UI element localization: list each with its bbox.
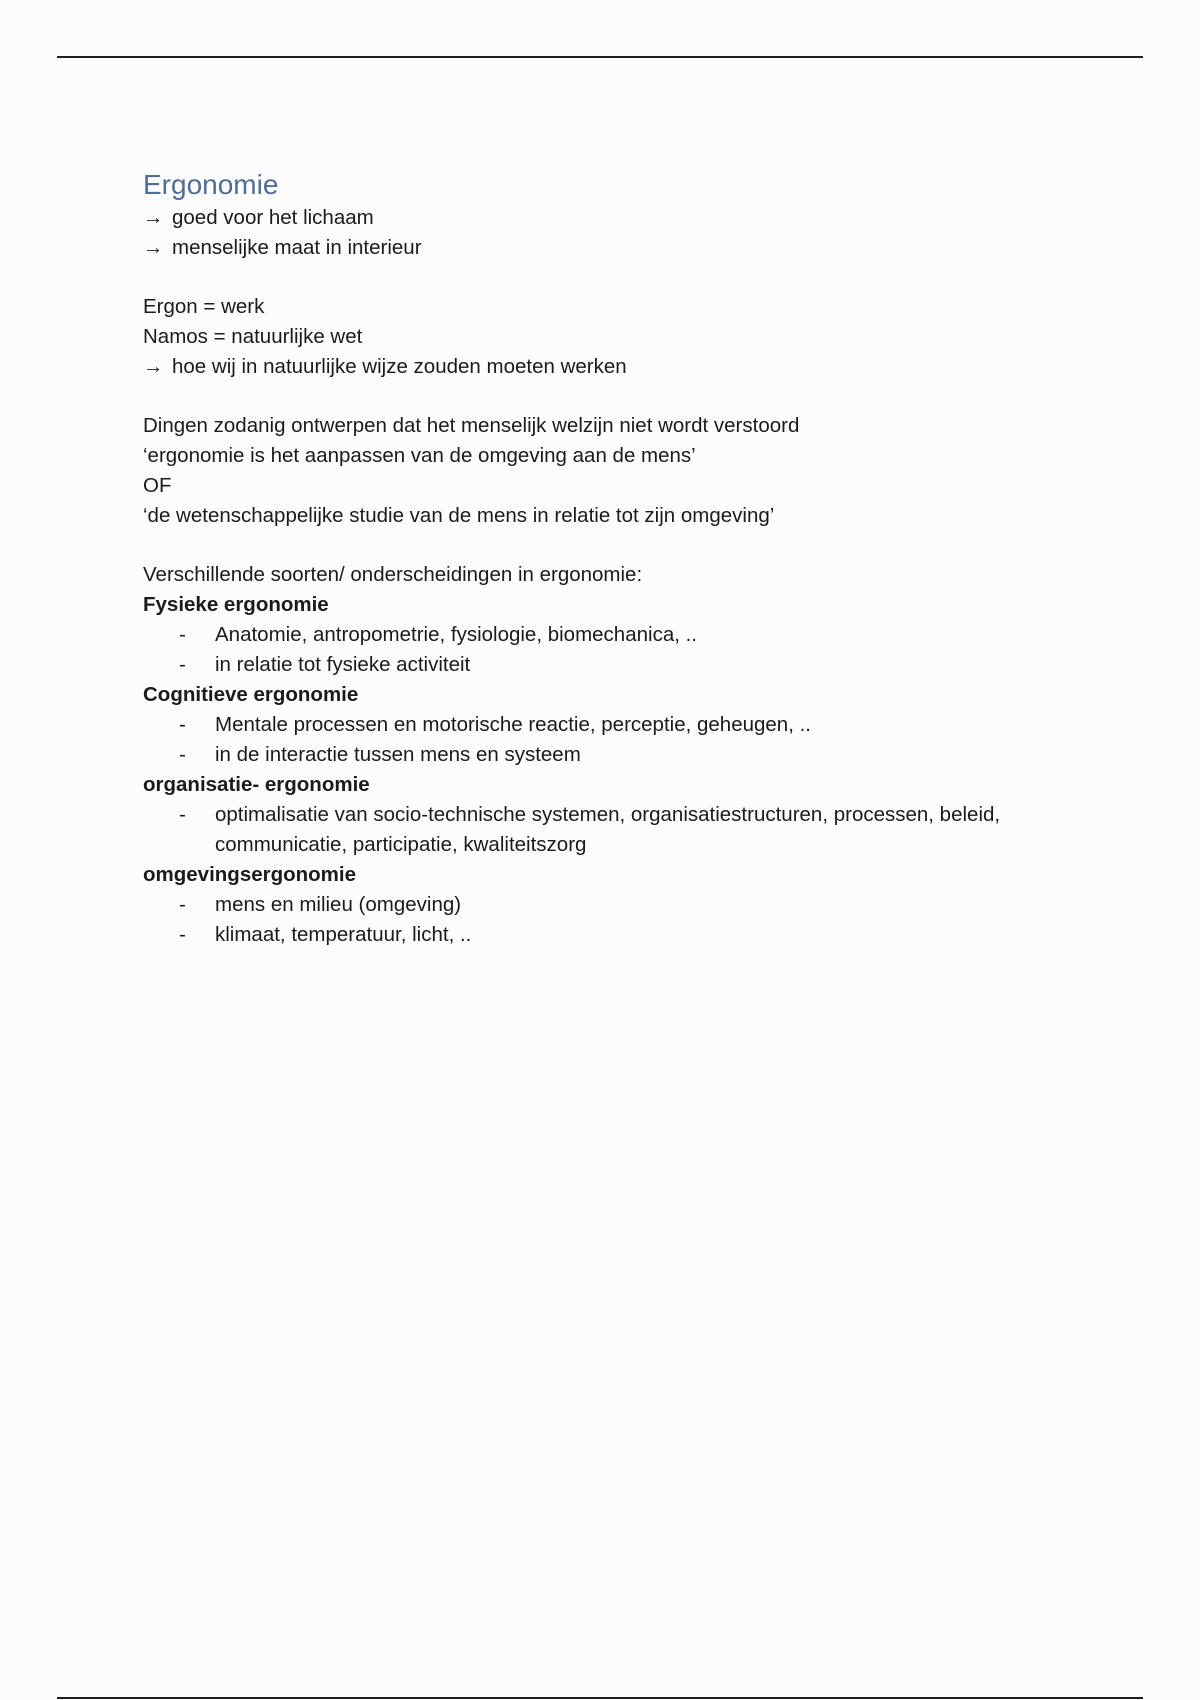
list-item-text: Mentale processen en motorische reactie, perceptie, geheugen, .. [215,713,811,736]
list-item-text: optimalisatie van socio-technische systemen, organisatiestructuren, processen, beleid, communicatie, participatie, kwaliteitszorg [215,803,1001,856]
bullet-list [143,620,1143,680]
spacer [143,382,1143,411]
dash-icon: - [179,893,186,916]
list-item [143,650,1143,680]
list-item-text: Anatomie, antropometrie, fysiologie, biomechanica, .. [215,623,698,646]
definition-line: Namos = natuurlijke wet [143,325,363,348]
paragraph-line: Dingen zodanig ontwerpen dat het menselijk welzijn niet wordt verstoord [143,414,800,437]
list-item [143,890,1143,920]
dash-icon: - [179,653,186,676]
intro-arrow-line [143,233,1143,263]
bullet-list [143,710,1143,770]
intro-arrow-text: goed voor het lichaam [172,206,374,229]
list-item-text: klimaat, temperatuur, licht, .. [215,923,472,946]
definition-arrow-text: hoe wij in natuurlijke wijze zouden moeten werken [172,355,627,378]
paragraph-line: ‘de wetenschappelijke studie van de mens in relatie tot zijn omgeving’ [143,504,775,527]
section-heading: Fysieke ergonomie [143,593,329,616]
header-rule [57,56,1143,58]
section-heading: omgevingsergonomie [143,863,357,886]
definition-arrow-line [143,352,1143,382]
arrow-icon: → [143,355,164,378]
definition-line: Ergon = werk [143,295,265,318]
dash-icon: - [179,623,186,646]
arrow-icon: → [143,236,164,259]
spacer [143,531,1143,560]
paragraph-line: ‘ergonomie is het aanpassen van de omgeving aan de mens’ [143,444,696,467]
intro-arrow-text: menselijke maat in interieur [172,236,422,259]
list-item [143,620,1143,650]
list-item-text: mens en milieu (omgeving) [215,893,462,916]
paragraph-line: OF [143,474,172,497]
section-heading: Cognitieve ergonomie [143,683,359,706]
list-item [143,710,1143,740]
section-heading: organisatie- ergonomie [143,773,370,796]
bullet-list [143,890,1143,950]
footer-rule [57,1697,1143,1699]
list-item-text: in de interactie tussen mens en systeem [215,743,581,766]
dash-icon: - [179,743,186,766]
intro-arrow-line [143,203,1143,233]
bullet-list [143,800,1143,860]
dash-icon: - [179,803,186,826]
list-item-text: in relatie tot fysieke activiteit [215,653,471,676]
list-item [143,740,1143,770]
arrow-icon: → [143,206,164,229]
dash-icon: - [179,713,186,736]
list-item [143,920,1143,950]
page-title: Ergonomie [143,169,279,200]
list-item [143,800,1143,860]
document-body [143,167,1143,950]
dash-icon: - [179,923,186,946]
types-intro: Verschillende soorten/ onderscheidingen in ergonomie: [143,563,643,586]
spacer [143,263,1143,292]
